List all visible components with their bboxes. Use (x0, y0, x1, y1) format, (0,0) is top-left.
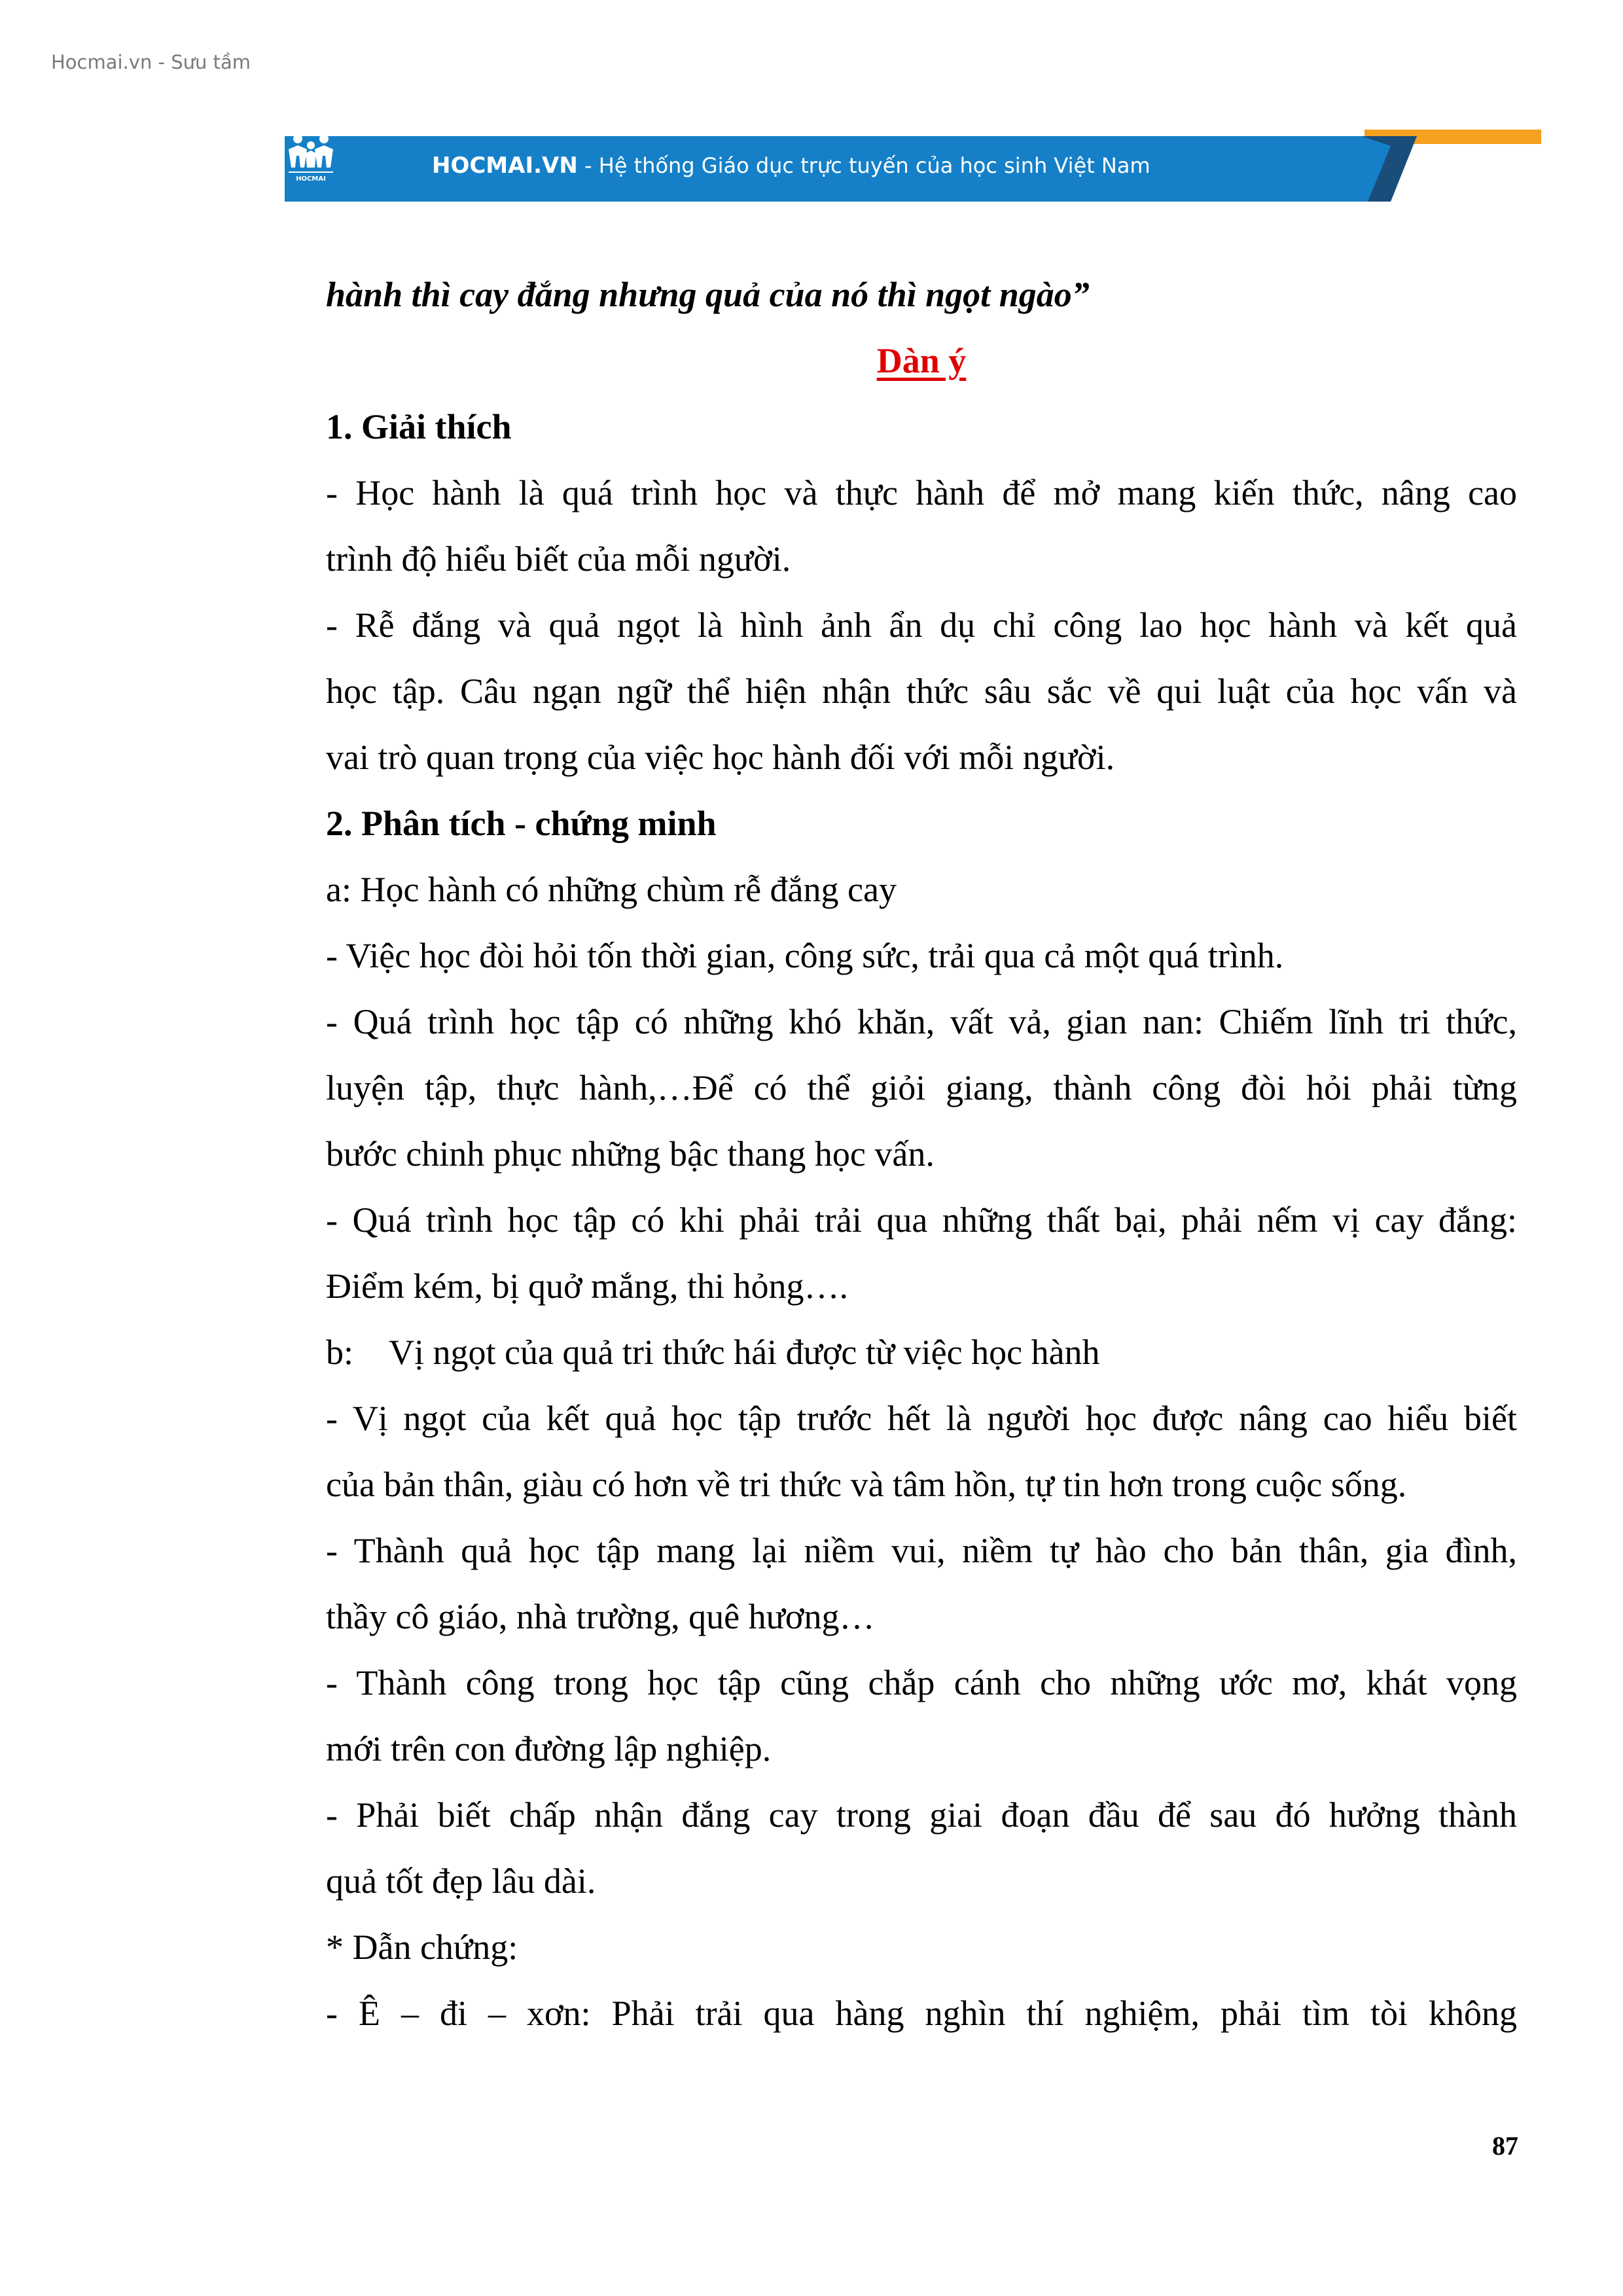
paragraph-line: - Quá trình học tập có khi phải trải qua những thất bại, phải nếm vị cay đắng: (326, 1200, 1517, 1240)
subsection-b-heading (326, 1319, 1517, 1386)
paragraph-line: - Phải biết chấp nhận đắng cay trong giai đoạn đầu để sau đó hưởng thành (326, 1795, 1517, 1835)
paragraph-line: Điểm kém, bị quở mắng, thi hỏng…. (326, 1266, 848, 1306)
subsection-b-label: b: (326, 1333, 354, 1372)
logo-caption: HOCMAI (296, 175, 326, 183)
paragraph-line: - Thành quả học tập mang lại niềm vui, niềm tự hào cho bản thân, gia đình, (326, 1531, 1517, 1570)
outline-title-row (326, 328, 1517, 394)
banner-title (432, 130, 1150, 202)
intro-line: hành thì cay đắng nhưng quả của nó thì ngọt ngào” (326, 275, 1090, 314)
outline-title: Dàn ý (876, 341, 967, 380)
paragraph-line: - Thành công trong học tập cũng chắp cánh cho những ước mơ, khát vọng (326, 1663, 1517, 1702)
paragraph-line: - Quá trình học tập có những khó khăn, vất vả, gian nan: Chiếm lĩnh tri thức, (326, 1002, 1517, 1041)
paragraph-line: của bản thân, giàu có hơn về tri thức và tâm hồn, tự tin hơn trong cuộc sống. (326, 1465, 1407, 1504)
header-banner (285, 130, 1541, 202)
paragraph-line: mới trên con đường lập nghiệp. (326, 1729, 772, 1768)
paragraph-line: - Việc học đòi hỏi tốn thời gian, công sức, trải qua cả một quá trình. (326, 936, 1284, 975)
paragraph-line: - Ê – đi – xơn: Phải trải qua hàng nghìn thí nghiệm, phải tìm tòi không (326, 1994, 1517, 2033)
subsection-b-text: Vị ngọt của quả tri thức hái được từ việc học hành (389, 1333, 1100, 1372)
hocmai-logo-icon (285, 130, 337, 183)
paragraph-line: - Học hành là quá trình học và thực hành để mở mang kiến thức, nâng cao (326, 473, 1517, 512)
banner-tagline: - Hệ thống Giáo dục trực tuyến của học sinh Việt Nam (577, 153, 1150, 178)
paragraph-line: bước chinh phục những bậc thang học vấn. (326, 1134, 935, 1174)
paragraph-line: thầy cô giáo, nhà trường, quê hương… (326, 1597, 875, 1636)
section-heading-analysis: 2. Phân tích - chứng minh (326, 804, 717, 843)
paragraph-line: - Rễ đắng và quả ngọt là hình ảnh ẩn dụ chỉ công lao học hành và kết quả (326, 605, 1517, 645)
paragraph-line: - Vị ngọt của kết quả học tập trước hết là người học được nâng cao hiểu biết (326, 1399, 1517, 1438)
document-body (326, 262, 1517, 2047)
evidence-heading: * Dẫn chứng: (326, 1928, 518, 1967)
paragraph-line: luyện tập, thực hành,…Để có thể giỏi giang, thành công đòi hỏi phải từng (326, 1068, 1517, 1107)
paragraph-line: học tập. Câu ngạn ngữ thể hiện nhận thức sâu sắc về qui luật của học vấn và (326, 672, 1517, 711)
page-number: 87 (1492, 2131, 1518, 2161)
paragraph-line: vai trò quan trọng của việc học hành đối với mỗi người. (326, 738, 1115, 777)
source-watermark: Hocmai.vn - Sưu tầm (51, 51, 251, 73)
subsection-a-heading: a: Học hành có những chùm rễ đắng cay (326, 870, 897, 909)
banner-brand: HOCMAI.VN (432, 152, 578, 179)
paragraph-line: quả tốt đẹp lâu dài. (326, 1861, 596, 1901)
paragraph-line: trình độ hiểu biết của mỗi người. (326, 539, 791, 579)
section-heading-explanation: 1. Giải thích (326, 407, 512, 446)
